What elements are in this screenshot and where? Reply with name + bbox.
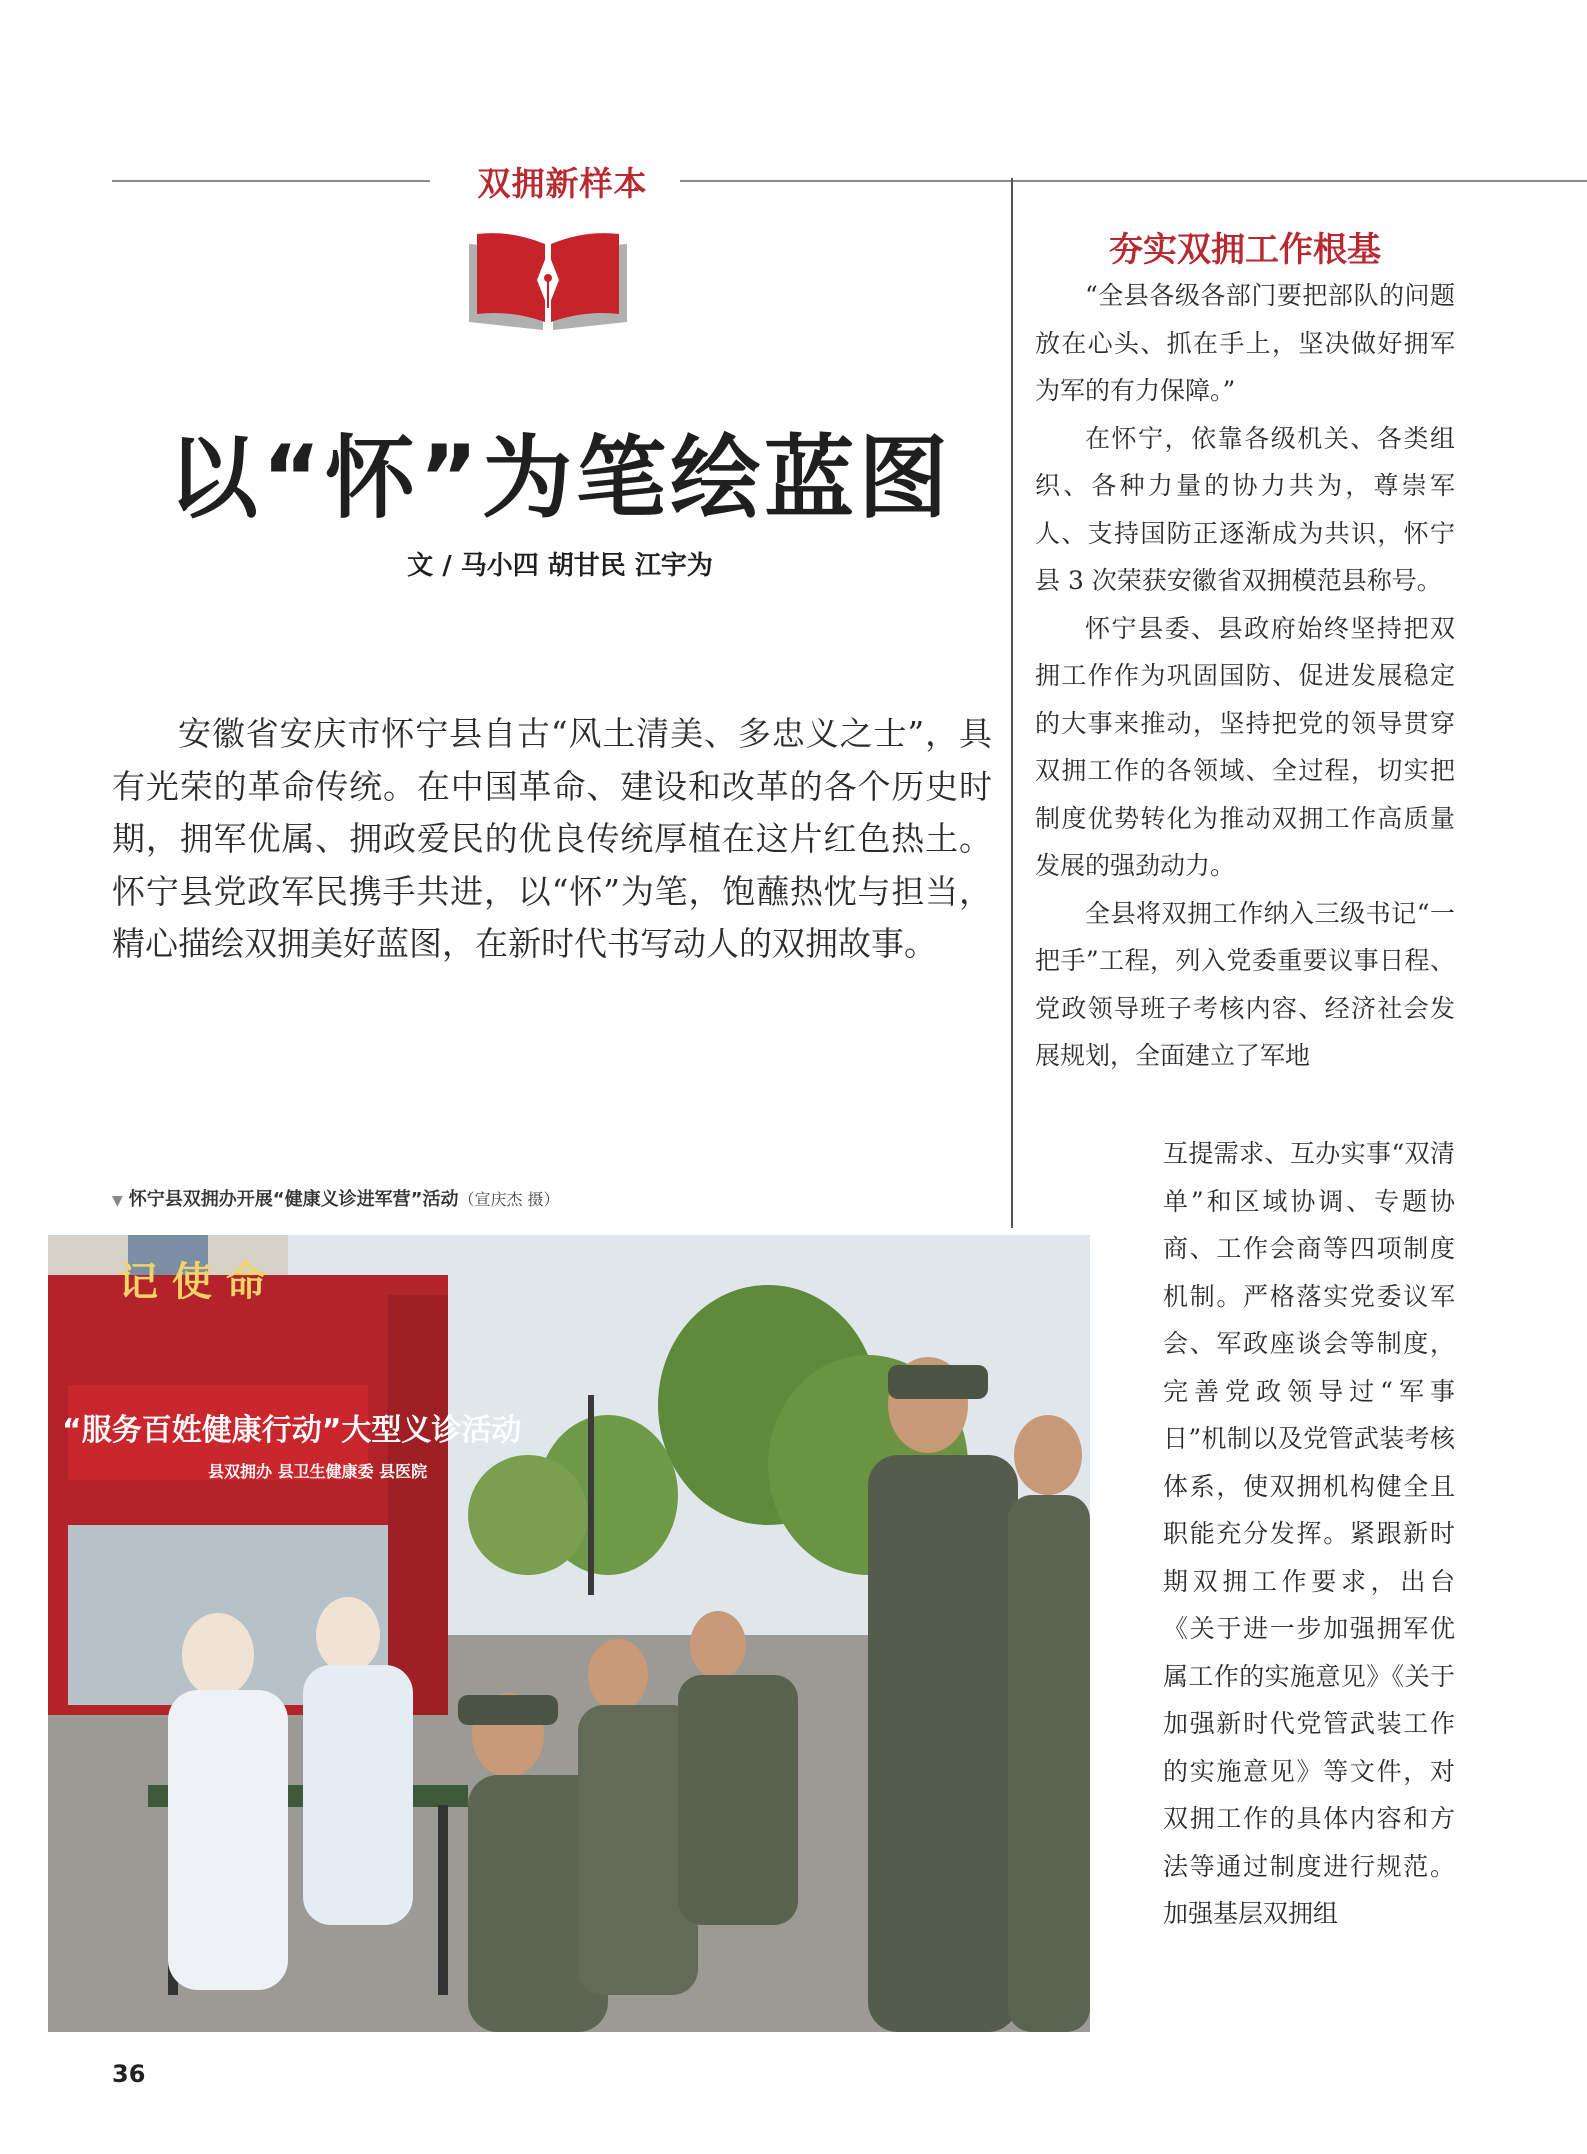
article-photo (48, 1235, 1090, 2032)
section-tag: 双拥新样本 (477, 164, 648, 203)
column-divider (1011, 178, 1013, 1228)
book-pen-icon (463, 230, 633, 335)
photo-banner-text: “服务百姓健康行动”大型义诊活动 (62, 1413, 522, 1448)
photo-board-text: 记 使 命 (118, 1259, 266, 1305)
right-paragraph: 怀宁县委、县政府始终坚持把双拥工作作为巩固国防、促进发展稳定的大事来推动，坚持把党的领导贯穿双拥工作的各领域、全过程，切实把制度优势转化为推动双拥工作高质量发展的强劲动力。 (1035, 613, 1455, 880)
photo-credit: （宣庆杰 摄） (458, 1190, 560, 1209)
lead-paragraph: 安徽省安庆市怀宁县自古“风土清美、多忠义之士”，具有光荣的革命传统。在中国革命、建设和改革的各个历史时期，拥军优属、拥政爱民的优良传统厚植在这片红色热土。怀宁县党政军民携手共进，以“怀”为笔，饱蘸热忱与担当，精心描绘双拥美好蓝图，在新时代书写动人的双拥故事。 (112, 714, 992, 963)
header-rule-right (680, 180, 1587, 182)
right-paragraph: “全县各级各部门要把部队的问题放在心头、抓在手上，坚决做好拥军为军的有力保障。” (1035, 281, 1455, 405)
photo-caption-text: 怀宁县双拥办开展“健康义诊进军营”活动 (128, 1189, 459, 1210)
page-number: 36 (112, 2060, 146, 2088)
caption-triangle-icon: ▼ (112, 1193, 123, 1209)
header-rule-left (112, 180, 430, 182)
right-continuation-text: 互提需求、互办实事“双清单”和区域协调、专题协商、工作会商等四项制度机制。严格落实党委议军会、军政座谈会等制度，完善党政领导过“军事日”机制以及党管武装考核体系，使双拥机构健全且职能充分发挥。紧跟新时期双拥工作要求，出台《关于进一步加强拥军优属工作的实施意见》《关于加强新时代党管武装工作的实施意见》等文件，对双拥工作的具体内容和方法等通过制度进行规范。加强基层双拥组 (1163, 1139, 1455, 1928)
byline: 文 / 马小四 胡甘民 江宇为 (407, 551, 713, 581)
right-paragraph: 全县将双拥工作纳入三级书记“一把手”工程，列入党委重要议事日程、党政领导班子考核内容、经济社会发展规划，全面建立了军地 (1035, 898, 1455, 1070)
photo-caption (112, 1185, 1012, 1211)
section-subheading: 夯实双拥工作根基 (1109, 230, 1381, 270)
photo-banner-subtext: 县双拥办 县卫生健康委 县医院 (208, 1462, 428, 1481)
photo-illustration (48, 1235, 1090, 2032)
article-title: 以“怀”为笔绘蓝图 (167, 426, 953, 531)
right-column-text (1035, 272, 1455, 1080)
right-paragraph: 在怀宁，依靠各级机关、各类组织、各种力量的协力共为，尊崇军人、支持国防正逐渐成为共识，怀宁县 3 次荣获安徽省双拥模范县称号。 (1035, 423, 1455, 595)
